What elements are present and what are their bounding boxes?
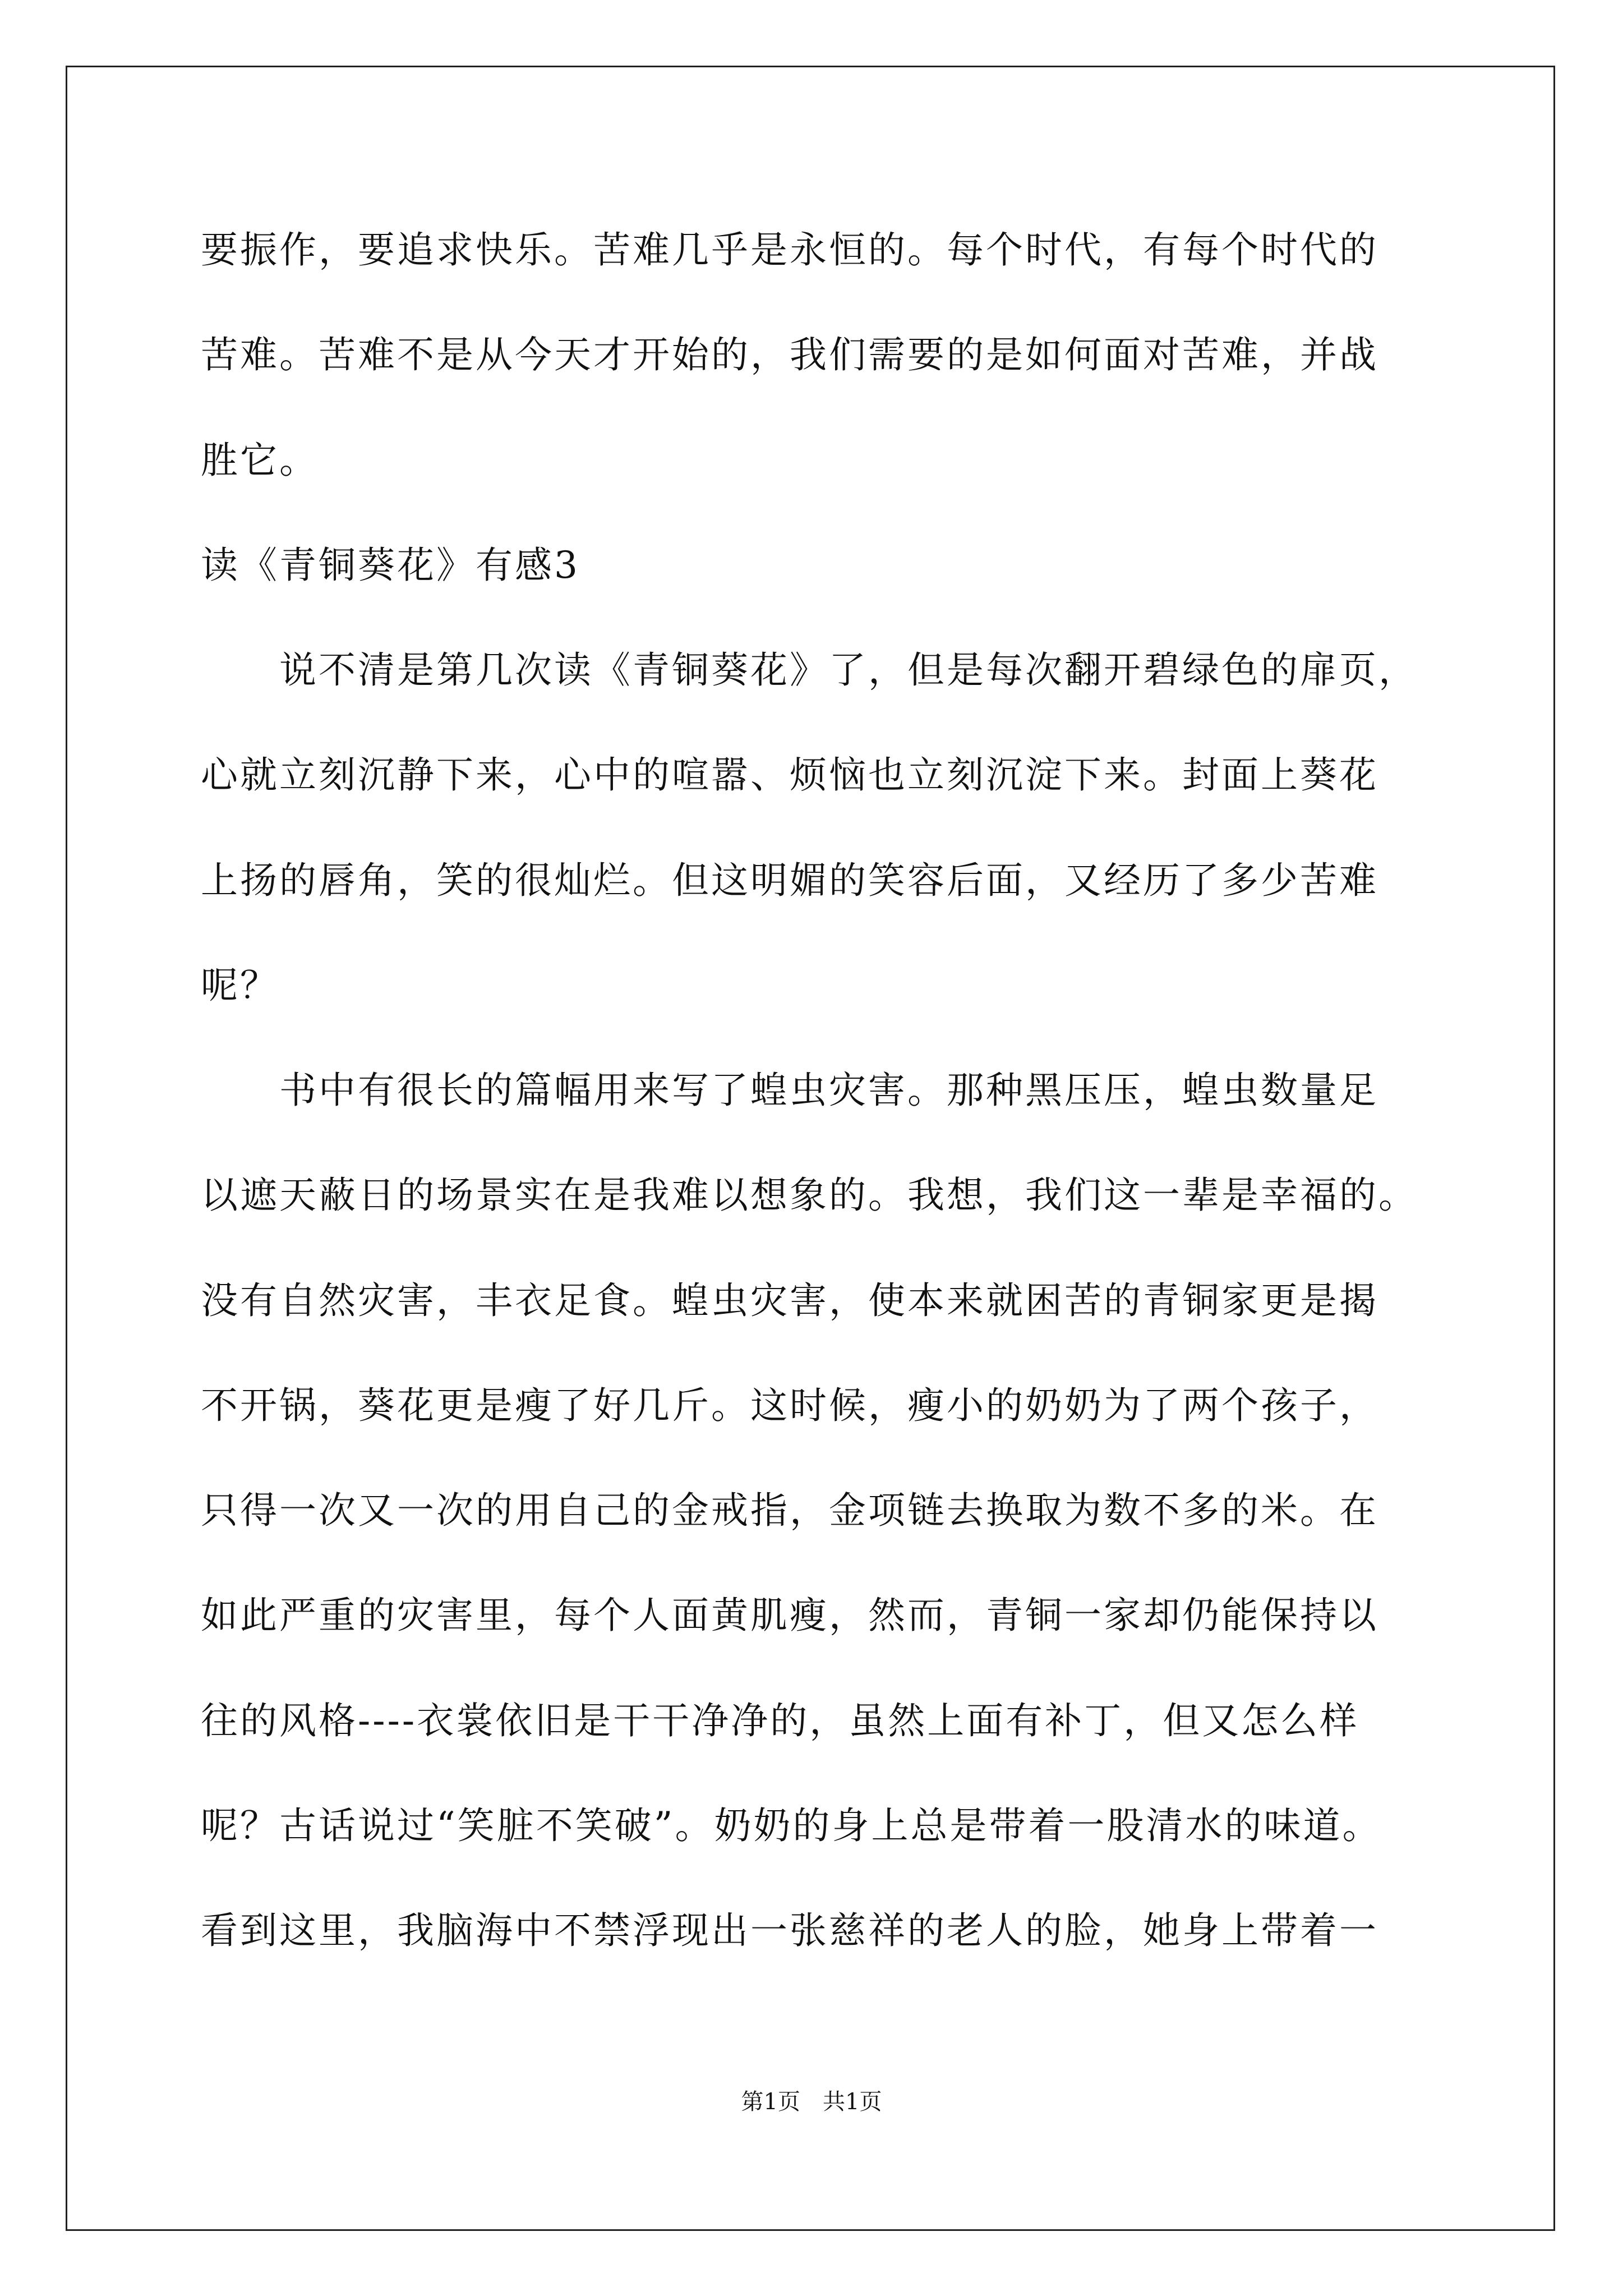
page-footer: 第1页 共1页 (741, 2089, 882, 2115)
section-heading: 读《青铜葵花》有感3 (201, 544, 580, 587)
text-line: 呢？ (201, 964, 279, 1007)
text-line: 如此严重的灾害里，每个人面黄肌瘦，然而，青铜一家却仍能保持以 (201, 1594, 1378, 1637)
text-line: 往的风格----衣裳依旧是干干净净的，虽然上面有补丁，但又怎么样 (201, 1699, 1359, 1742)
text-line: 要振作，要追求快乐。苦难几乎是永恒的。每个时代，有每个时代的 (201, 228, 1378, 272)
text-line: 看到这里，我脑海中不禁浮现出一张慈祥的老人的脸，她身上带着一 (201, 1909, 1378, 1952)
text-line: 说不清是第几次读《青铜葵花》了，但是每次翻开碧绿色的扉页， (201, 648, 1418, 692)
text-line: 上扬的唇角，笑的很灿烂。但这明媚的笑容后面，又经历了多少苦难 (201, 859, 1378, 902)
text-line: 只得一次又一次的用自己的金戒指，金项链去换取为数不多的米。在 (201, 1489, 1378, 1532)
text-line: 胜它。 (201, 439, 319, 482)
text-line: 心就立刻沉静下来，心中的喧嚣、烦恼也立刻沉淀下来。封面上葵花 (201, 753, 1378, 797)
text-line: 不开锅，葵花更是瘦了好几斤。这时候，瘦小的奶奶为了两个孩子， (201, 1384, 1378, 1427)
text-line: 呢？古话说过“笑脏不笑破”。奶奶的身上总是带着一股清水的味道。 (201, 1804, 1382, 1847)
text-line: 书中有很长的篇幅用来写了蝗虫灾害。那种黑压压，蝗虫数量足 (201, 1069, 1378, 1112)
text-line: 以遮天蔽日的场景实在是我难以想象的。我想，我们这一辈是幸福的。 (201, 1174, 1418, 1217)
text-line: 没有自然灾害，丰衣足食。蝗虫灾害，使本来就困苦的青铜家更是揭 (201, 1279, 1378, 1322)
page-border (66, 66, 1555, 2231)
text-line: 苦难。苦难不是从今天才开始的，我们需要的是如何面对苦难，并战 (201, 333, 1378, 376)
